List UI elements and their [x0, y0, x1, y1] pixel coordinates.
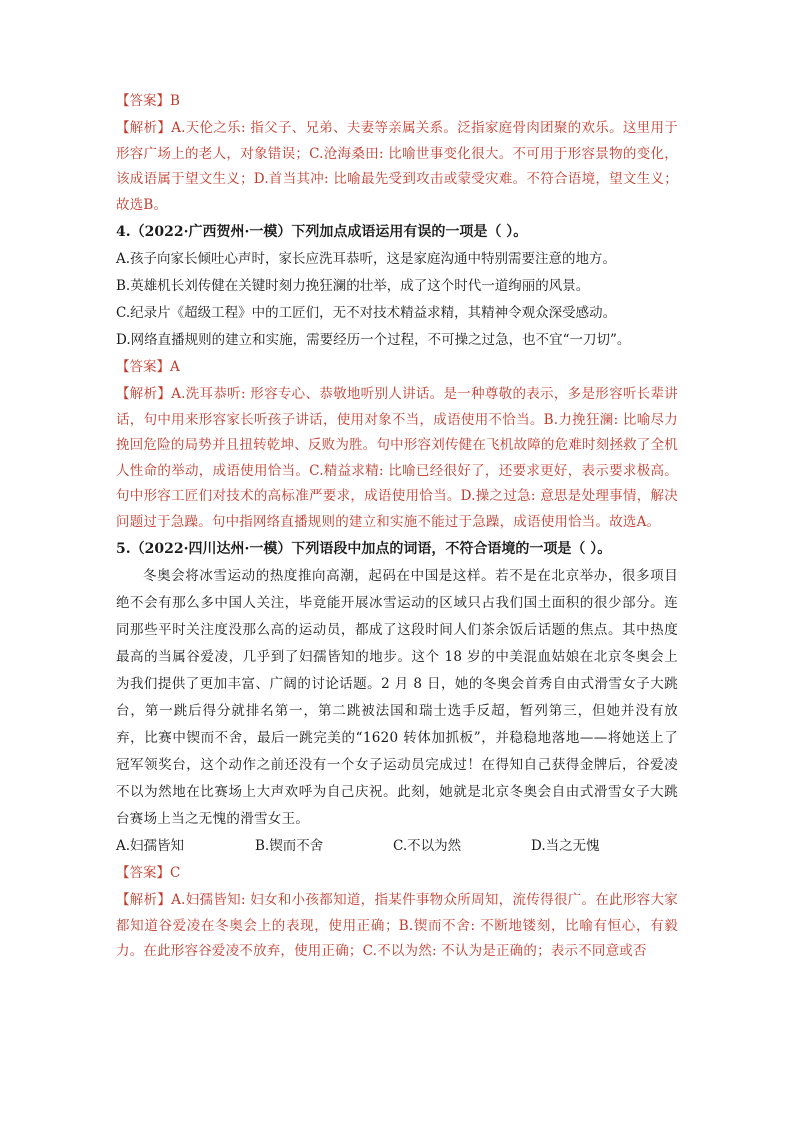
question-4-option-d: D.网络直播规则的建立和实施，需要经历一个过程，不可操之过急，也不宜“一刀切”。 — [116, 332, 631, 348]
answer-tag: 【答案】 — [116, 865, 170, 881]
analysis-tag: 【解析】 — [116, 120, 172, 136]
choice-c: C.不以为然 — [393, 838, 462, 854]
question-4-analysis — [116, 382, 678, 535]
answer-tag: 【答案】 — [116, 359, 170, 375]
question-5-choices — [116, 833, 678, 860]
analysis-text: A.天伦之乐: 指父子、兄弟、夫妻等亲属关系。泛指家庭骨肉团聚的欢乐。这里用于形容广场上的老人，对象错误；C.沧海桑田: 比喻世事变化很大。不可用于形容景物的变化，该成语属于望文生义；D.首当其冲: 比喻最先受到攻击或蒙受灾难。不符合语境，望文生义；故选B。 — [116, 120, 678, 213]
analysis-text: A.洗耳恭听: 形容专心、恭敬地听别人讲话。是一种尊敬的表示，多是形容听长辈讲话，句中用来形容家长听孩子讲话，使用对象不当，成语使用不恰当。B.力挽狂澜: 比喻尽力挽回危险的局势并且扭转乾坤、反败为胜。句中形容刘传健在飞机故障的危难时刻拯救了全机人性命的举动，成语使用恰当。C.精益求精: 比喻已经很好了，还要求更好，表示要求极高。句中形容工匠们对技术的高标准严要求，成语使用恰当。D.操之过急: 意思是处理事情，解决问题过于急躁。句中指网络直播规则的建立和实施不能过于急躁，成语使用恰当。故选A。 — [116, 386, 678, 530]
question-5-passage: 冬奥会将冰雪运动的热度推向高潮，起码在中国是这样。若不是在北京举办，很多项目绝不会有那么多中国人关注，毕竟能开展冰雪运动的区域只占我们国土面积的很少部分。连同那些平时关注度没那么高的运动员，都成了这段时间人们茶余饭后话题的焦点。其中热度最高的当属谷爱凌，几乎到了妇孺皆知的地步。这个 18 岁的中美混血姑娘在北京冬奥会上为我们提供了更加丰富、广阔的讨论话题。2 月 8 日，她的冬奥会首秀自由式滑雪女子大跳台，第一跳后得分就排名第一，第二跳被法国和瑞士选手反超，暂列第三，但她并没有放弃，比赛中锲而不舍，最后一跳完美的“1620 转体加抓板”，并稳稳地落地——将她送上了冠军领奖台，这个动作之前还没有一个女子运动员完成过！在得知自己获得金牌后，谷爱凌不以为然地在比赛场上大声欢呼为自己庆祝。此刻，她就是北京冬奥会自由式滑雪女子大跳台赛场上当之无愧的滑雪女王。 — [116, 568, 678, 827]
question-4-answer-line — [116, 354, 678, 380]
choice-d: D.当之无愧 — [531, 838, 600, 854]
analysis-tag: 【解析】 — [116, 386, 172, 402]
question-5-answer-line — [116, 860, 678, 886]
question-4-option-a: A.孩子向家长倾吐心声时，家长应洗耳恭听，这是家庭沟通中特别需要注意的地方。 — [116, 251, 617, 267]
answer-tag: 【答案】 — [116, 93, 170, 109]
document-page — [116, 88, 678, 965]
question-4-option-c: C.纪录片《超级工程》中的工匠们，无不对技术精益求精，其精神令观众深受感动。 — [116, 305, 617, 321]
question-5-title: 5.（2022·四川达州·一模）下列语段中加点的词语，不符合语境的一项是（ ）。 — [116, 541, 612, 557]
answer-value: A — [170, 359, 180, 375]
choice-a: A.妇孺皆知 — [116, 838, 185, 854]
question-5-analysis — [116, 888, 678, 965]
question-4-title: 4.（2022·广西贺州·一模）下列加点成语运用有误的一项是（ ）。 — [116, 224, 528, 240]
analysis-paragraph — [116, 116, 678, 218]
answer-line — [116, 88, 678, 114]
choice-b: B.锲而不舍 — [255, 838, 324, 854]
analysis-text: A.妇孺皆知: 妇女和小孩都知道，指某件事物众所周知，流传得很广。在此形容大家都知道谷爱凌在冬奥会上的表现，使用正确；B.锲而不舍: 不断地镂刻，比喻有恒心，有毅力。在此形容谷爱凌不放弃，使用正确；C.不以为然: 不认为是正确的；表示不同意或否 — [116, 892, 678, 959]
answer-value: B — [170, 93, 180, 109]
question-4-option-b: B.英雄机长刘传健在关键时刻力挽狂澜的壮举，成了这个时代一道绚丽的风景。 — [116, 278, 590, 294]
analysis-tag: 【解析】 — [116, 892, 172, 908]
answer-value: C — [170, 865, 181, 881]
